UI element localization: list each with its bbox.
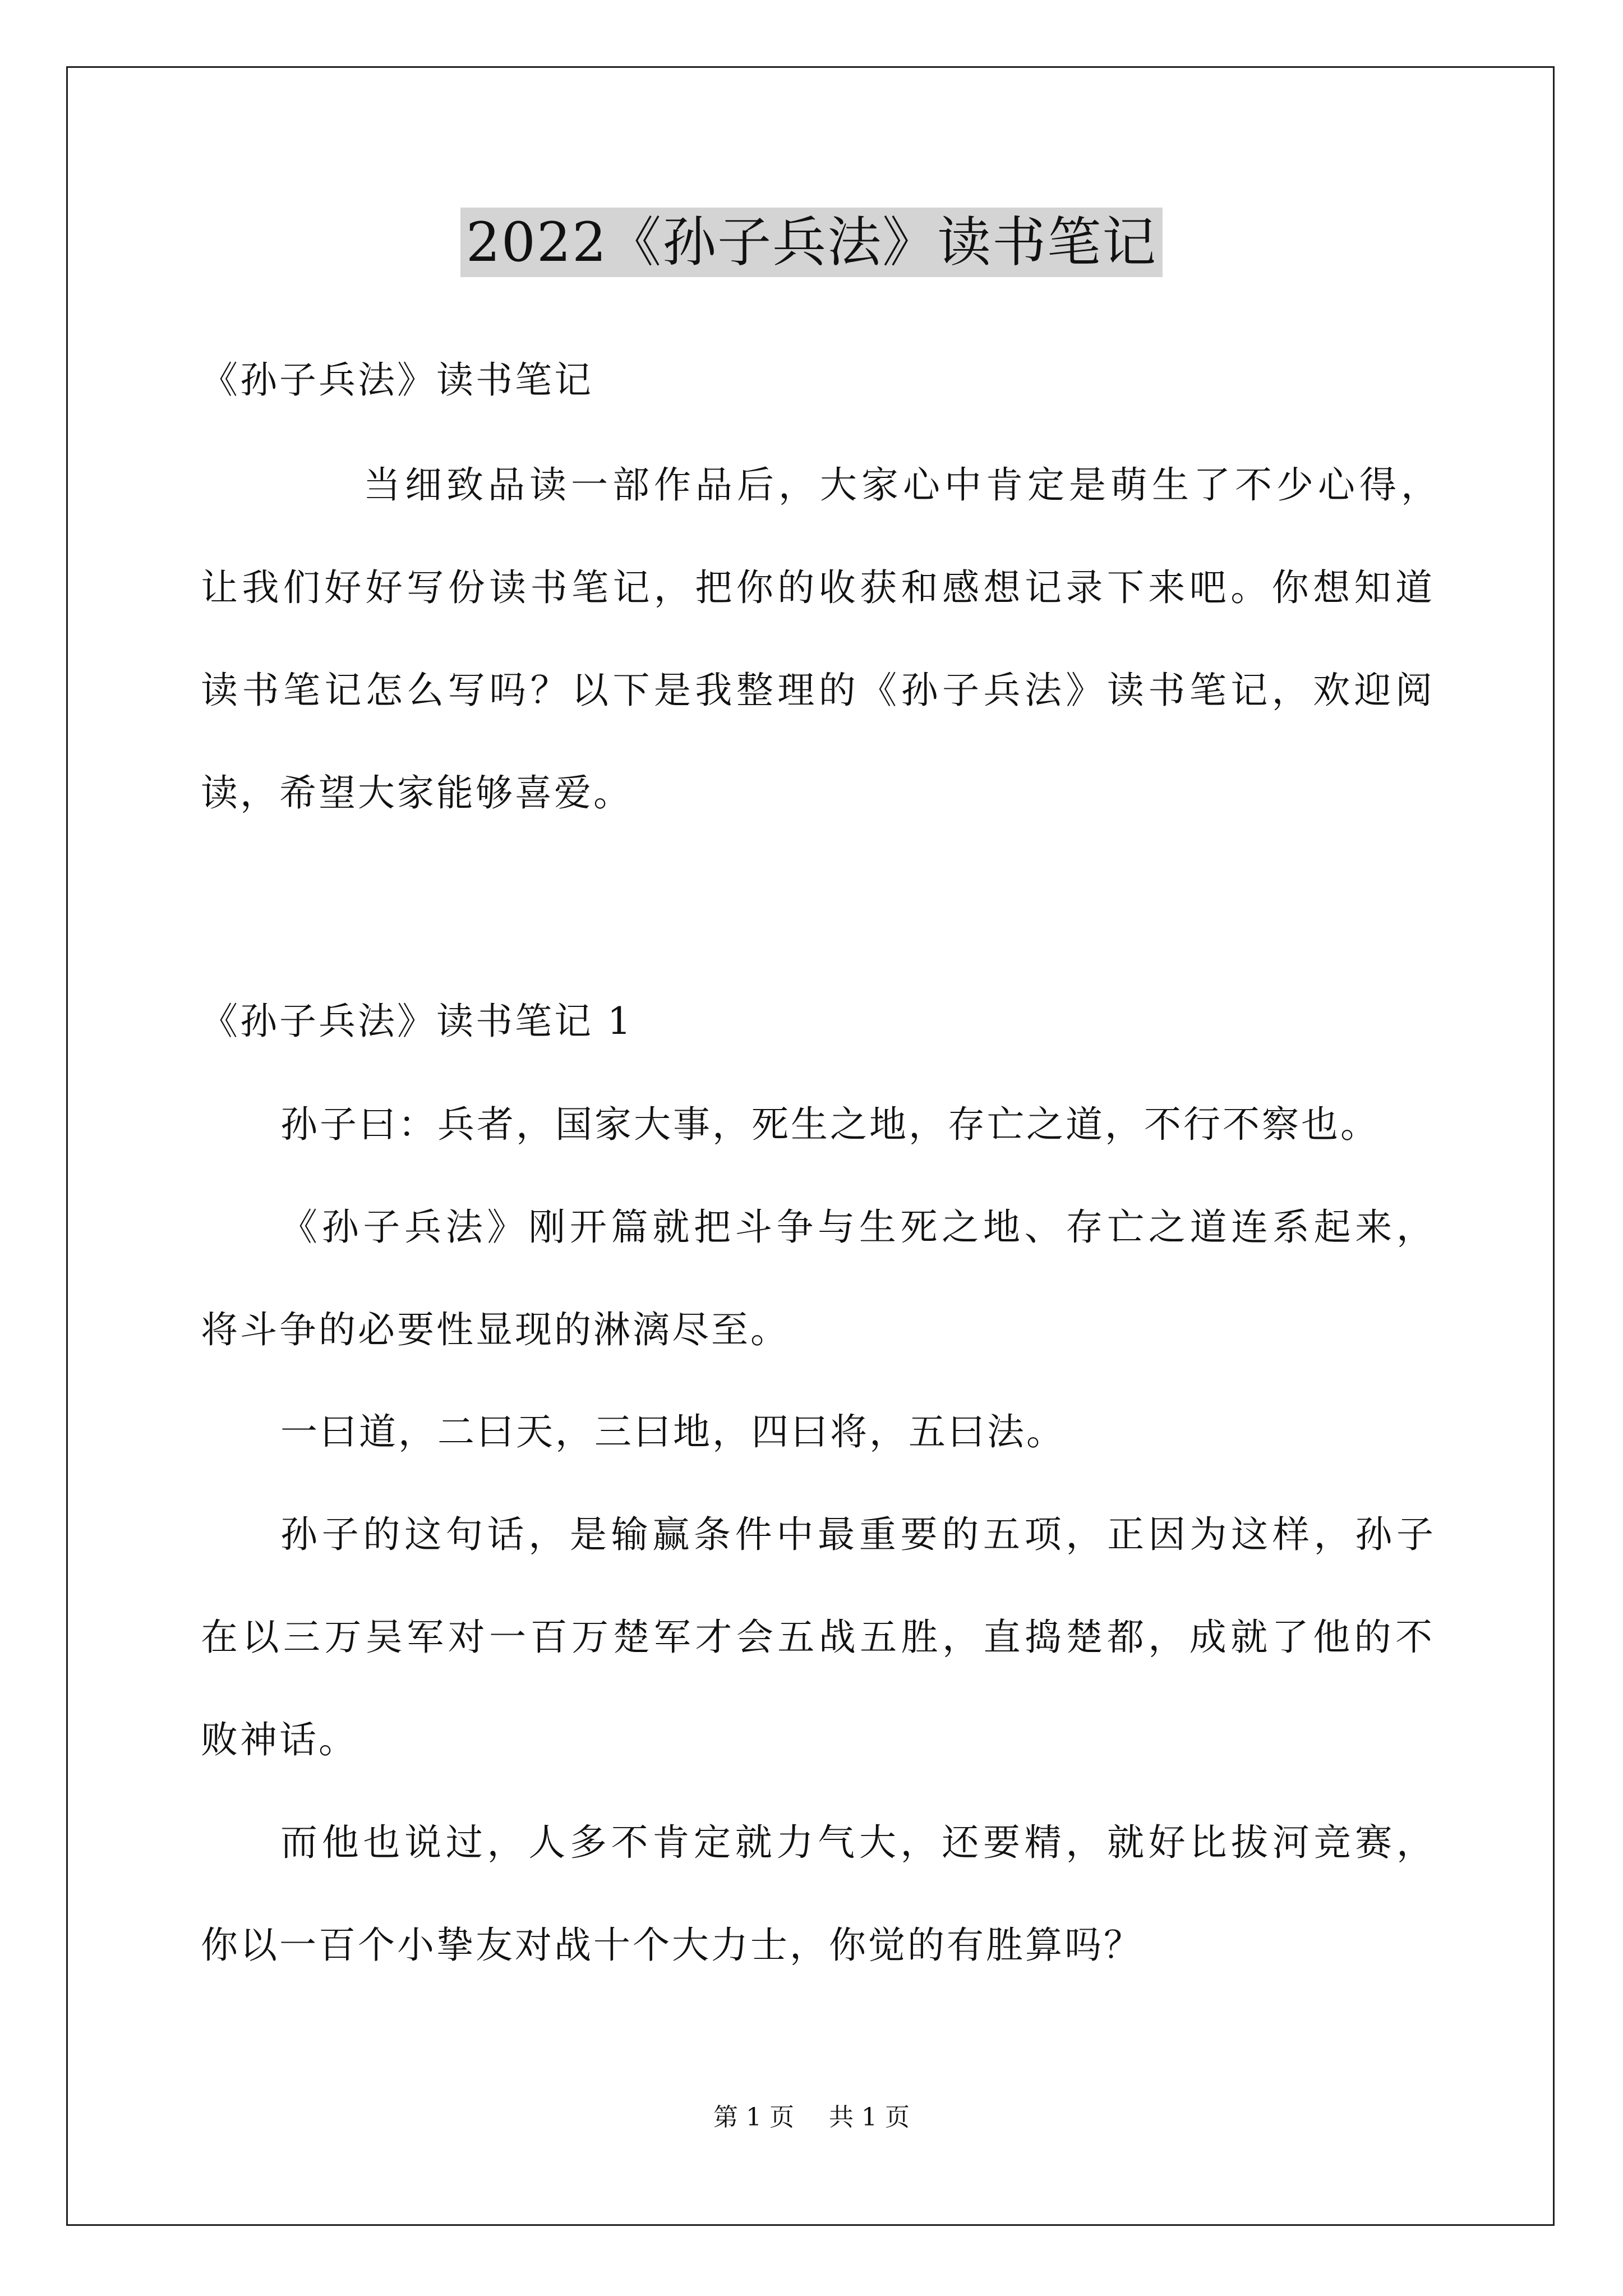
page-total: 共 1 页 bbox=[829, 2103, 910, 2132]
paragraph-line: 而他也说过，人多不肯定就力气大，还要精，就好比拔河竞赛， bbox=[280, 1821, 1436, 1864]
paragraph-line: 读书笔记怎么写吗？以下是我整理的《孙子兵法》读书笔记，欢迎阅 bbox=[201, 669, 1435, 712]
title-container bbox=[0, 208, 1623, 277]
paragraph-line: 当细致品读一部作品后，大家心中肯定是萌生了不少心得， bbox=[363, 463, 1440, 507]
document-title: 2022《孙子兵法》读书笔记 bbox=[460, 208, 1163, 277]
paragraph-line: 孙子曰：兵者，国家大事，死生之地，存亡之道，不行不察也。 bbox=[280, 1103, 1380, 1146]
paragraph-line: 《孙子兵法》刚开篇就把斗争与生死之地、存亡之道连系起来， bbox=[280, 1205, 1436, 1249]
subtitle: 《孙子兵法》读书笔记 bbox=[201, 358, 593, 402]
paragraph-line: 你以一百个小挚友对战十个大力士，你觉的有胜算吗？ bbox=[201, 1924, 1143, 1967]
page-number: 第 1 页 bbox=[713, 2103, 794, 2132]
paragraph-line: 读，希望大家能够喜爱。 bbox=[201, 771, 633, 815]
paragraph-line: 将斗争的必要性显现的淋漓尽至。 bbox=[201, 1308, 790, 1351]
paragraph-line: 让我们好好写份读书笔记，把你的收获和感想记录下来吧。你想知道 bbox=[201, 566, 1435, 609]
page-footer bbox=[0, 2101, 1623, 2134]
section-heading: 《孙子兵法》读书笔记 1 bbox=[201, 1000, 633, 1043]
paragraph-line: 孙子的这句话，是输赢条件中最重要的五项，正因为这样，孙子 bbox=[280, 1513, 1436, 1556]
paragraph-line: 一曰道，二曰天，三曰地，四曰将，五曰法。 bbox=[280, 1410, 1066, 1453]
paragraph-line: 在以三万吴军对一百万楚军才会五战五胜，直捣楚都，成就了他的不 bbox=[201, 1616, 1435, 1659]
paragraph-line: 败神话。 bbox=[201, 1718, 358, 1761]
